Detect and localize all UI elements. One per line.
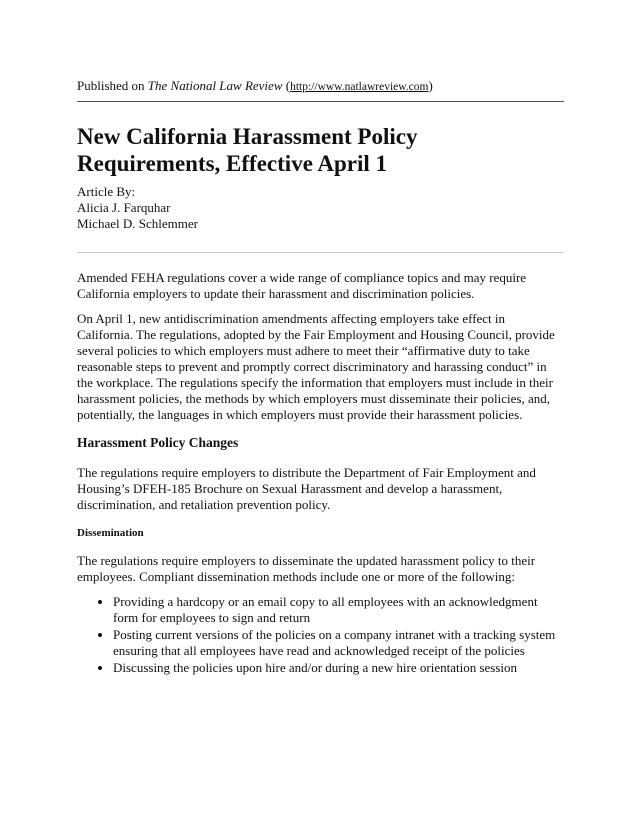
byline-label: Article By: [77,184,136,199]
url-close-paren: ) [428,78,433,93]
article-title [77,123,564,177]
author-name: Alicia J. Farquhar [77,200,171,215]
header-divider [77,101,564,102]
published-prefix: Published on [77,78,148,93]
title-line-1: New California Harassment Policy [77,124,418,149]
list-item: • Posting current versions of the policies on a company intranet with a tracking system ensuring that all employees have read and acknowledged receipt of the policies [113,627,564,659]
byline [77,184,198,232]
dissemination-list [77,594,564,676]
body-paragraph: On April 1, new antidiscrimination amendments affecting employers take effect in California. The regulations, adopted by the Fair Employment and Housing Council, provide several policies to which employers must adhere to meet their “affirmative duty to take reasonable steps to prevent and promptly correct discriminatory and harassing conduct” in the workplace. The regulations specify the information that employers must include in their harassment policies, the methods by which employers must disseminate their policies, and, potentially, the languages in which employers must provide their harassment policies. [77,311,555,422]
intro-paragraph: Amended FEHA regulations cover a wide range of compliance topics and may require California employers to update their harassment and discrimination policies. [77,270,527,301]
author-name: Michael D. Schlemmer [77,216,198,231]
source-link[interactable]: http://www.natlawreview.com [290,81,429,93]
subsection-heading: Dissemination [77,527,144,539]
publication-name: The National Law Review [147,78,283,93]
list-item: • Providing a hardcopy or an email copy to all employees with an acknowledgment form for employees to sign and return [113,594,564,626]
title-line-2: Requirements, Effective April 1 [77,151,388,176]
section-heading: Harassment Policy Changes [77,435,239,450]
body-paragraph: The regulations require employers to disseminate the updated harassment policy to their employees. Compliant dissemination methods include one or more of the following: [77,553,536,584]
byline-divider [77,252,564,253]
published-line [77,78,433,95]
body-paragraph: The regulations require employers to distribute the Department of Fair Employment and Housing’s DFEH-185 Brochure on Sexual Harassment and develop a harassment, discrimination, and retaliation prevention policy. [77,465,536,512]
url-open-paren: ( [282,78,291,93]
list-item: • Discussing the policies upon hire and/or during a new hire orientation session [113,660,564,676]
article-body [77,270,564,677]
